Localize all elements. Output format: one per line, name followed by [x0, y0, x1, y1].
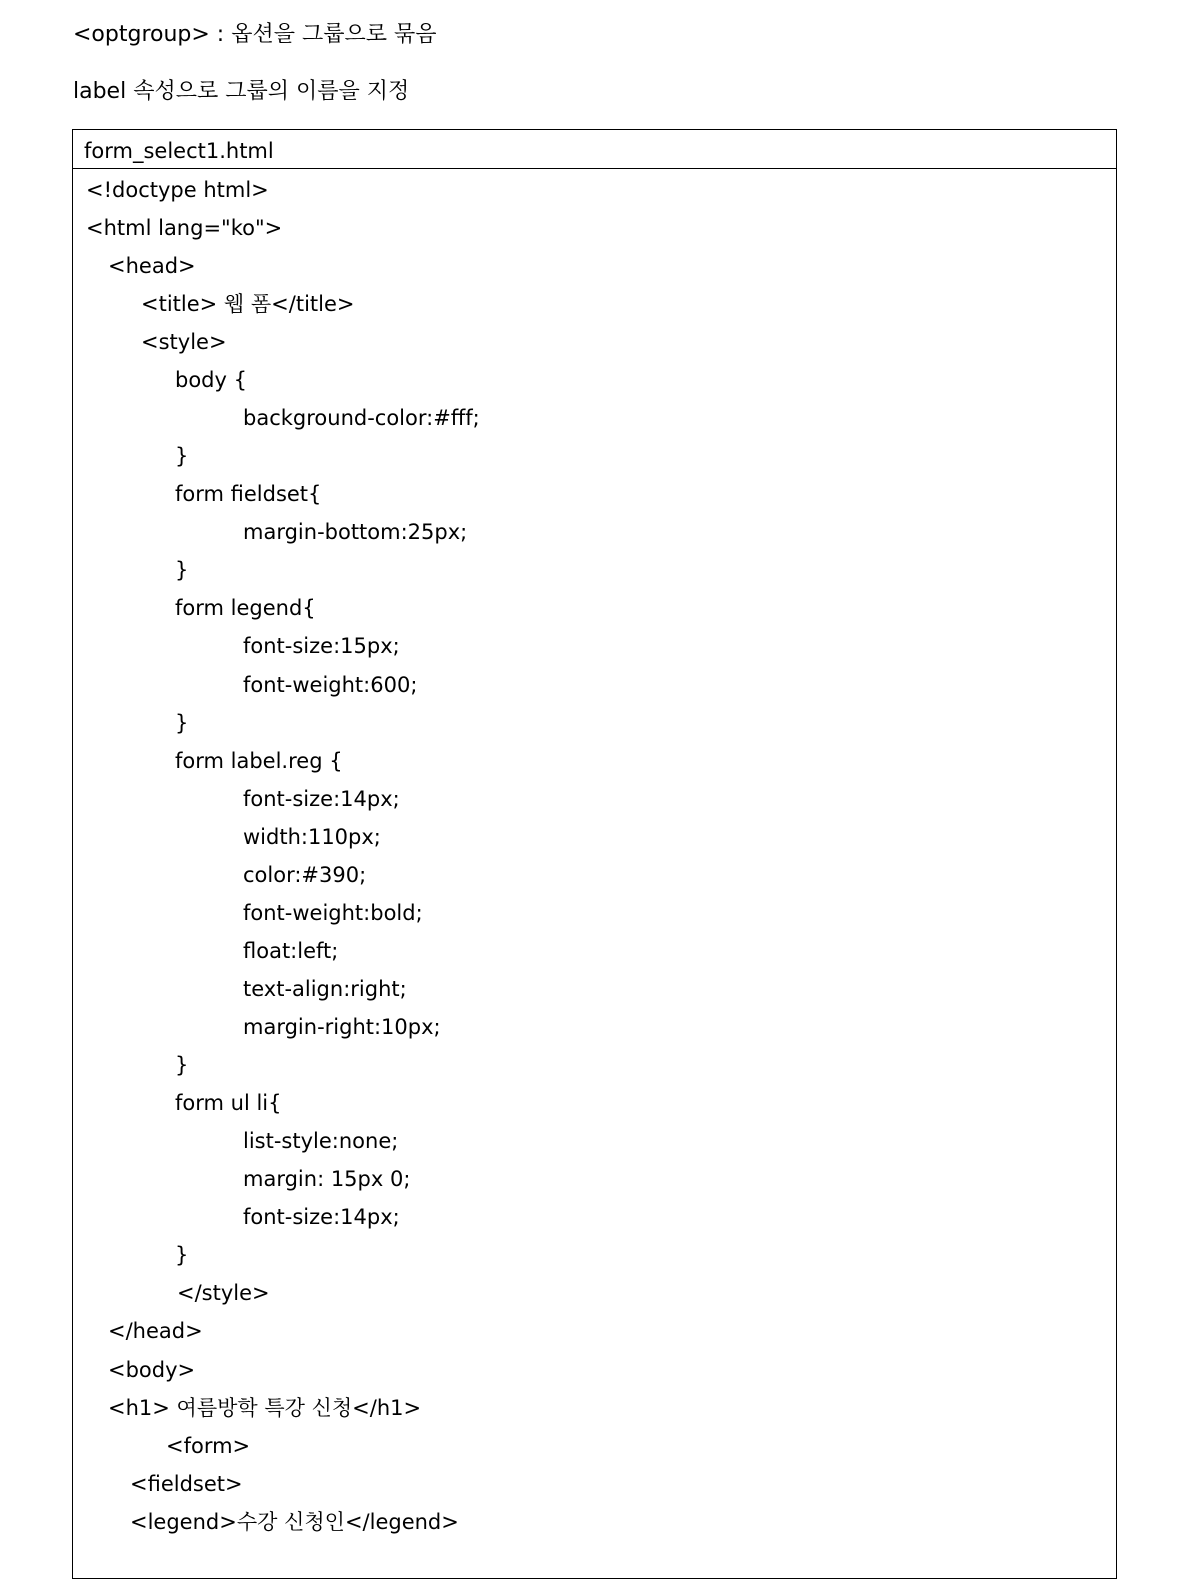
code-line: form fieldset{ — [175, 482, 322, 506]
code-line: } — [175, 1053, 189, 1077]
code-line: text-align:right; — [243, 977, 407, 1001]
code-line: } — [175, 711, 189, 735]
code-line: </head> — [108, 1319, 203, 1343]
code-listing-box — [72, 129, 1117, 1579]
code-line: margin: 15px 0; — [243, 1167, 411, 1191]
code-filename: form_select1.html — [73, 130, 1116, 169]
code-line: form label.reg { — [175, 749, 343, 773]
code-line: <fieldset> — [130, 1472, 243, 1496]
code-line: <style> — [141, 330, 227, 354]
code-line: </style> — [177, 1281, 270, 1305]
intro-optgroup-description: <optgroup> : 옵션을 그룹으로 묶음 — [73, 22, 437, 47]
code-line: <form> — [166, 1434, 251, 1458]
code-line: <!doctype html> — [86, 178, 269, 202]
code-line: } — [175, 558, 189, 582]
code-line: <html lang="ko"> — [86, 216, 283, 240]
code-line: font-size:15px; — [243, 634, 400, 658]
code-line: margin-bottom:25px; — [243, 520, 468, 544]
code-line: <head> — [108, 254, 196, 278]
code-line: color:#390; — [243, 863, 367, 887]
code-line: list-style:none; — [243, 1129, 399, 1153]
code-line: <body> — [108, 1358, 196, 1382]
code-line: form ul li{ — [175, 1091, 282, 1115]
code-line: width:110px; — [243, 825, 381, 849]
code-line: font-weight:600; — [243, 673, 418, 697]
code-line: font-size:14px; — [243, 787, 400, 811]
code-line: <legend>수강 신청인</legend> — [130, 1510, 459, 1534]
code-line: font-size:14px; — [243, 1205, 400, 1229]
code-line: } — [175, 444, 189, 468]
code-line: <title> 웹 폼</title> — [141, 292, 355, 316]
code-line: body { — [175, 368, 247, 392]
code-line: float:left; — [243, 939, 339, 963]
code-line: } — [175, 1243, 189, 1267]
code-line: background-color:#fff; — [243, 406, 480, 430]
code-line: font-weight:bold; — [243, 901, 423, 925]
code-line: <h1> 여름방학 특강 신청</h1> — [108, 1396, 422, 1420]
code-line: form legend{ — [175, 596, 316, 620]
code-line: margin-right:10px; — [243, 1015, 441, 1039]
intro-label-attribute-description: label 속성으로 그룹의 이름을 지정 — [73, 79, 410, 104]
